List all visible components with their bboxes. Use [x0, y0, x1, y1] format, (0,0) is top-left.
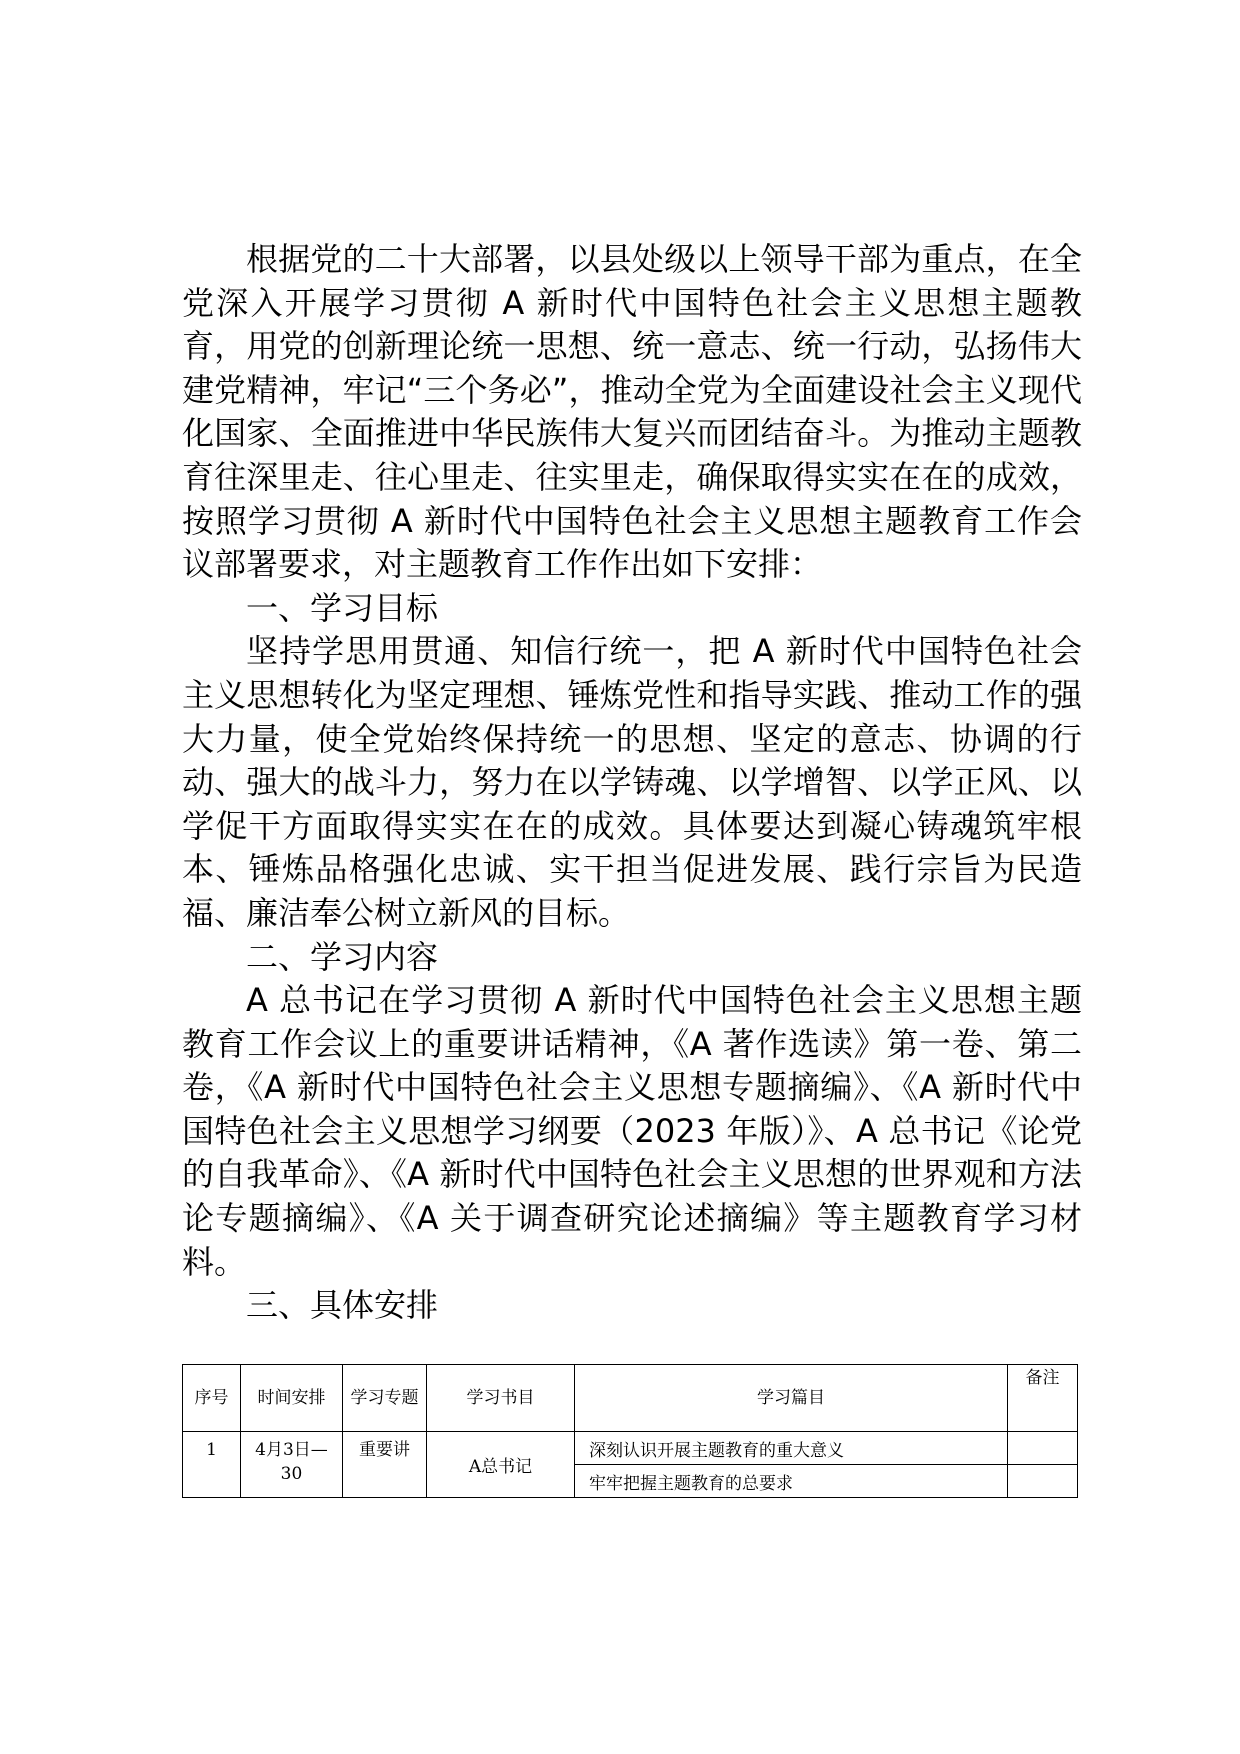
row-index: 1 — [183, 1432, 241, 1498]
row-note-1 — [1008, 1432, 1078, 1465]
section-heading-goals: 一、学习目标 — [246, 588, 439, 627]
header-note: 备注 — [1008, 1365, 1078, 1432]
schedule-table — [182, 1364, 1078, 1498]
row-article-2: 牢牢把握主题教育的总要求 — [575, 1465, 1008, 1498]
section-heading-schedule: 三、具体安排 — [246, 1286, 439, 1325]
row-note-2 — [1008, 1465, 1078, 1498]
table-header-row — [183, 1365, 1078, 1432]
table-row — [183, 1432, 1078, 1465]
section-heading-content: 二、学习内容 — [246, 937, 439, 976]
document-body — [182, 238, 1082, 1328]
header-topic: 学习专题 — [343, 1365, 427, 1432]
row-topic: 重要讲 — [343, 1432, 427, 1498]
row-time: 4月3日—30 — [241, 1432, 343, 1498]
row-book: A总书记 — [427, 1432, 575, 1498]
intro-paragraph: 根据党的二十大部署，以县处级以上领导干部为重点，在全党深入开展学习贯彻 A 新时代中国特色社会主义思想主题教育，用党的创新理论统一思想、统一意志、统一行动，弘扬伟大建党精神，牢记“三个务必”，推动全党为全面建设社会主义现代化国家、全面推进中华民族伟大复兴而团结奋斗。为推动主题教育往深里走、往心里走、往实里走，确保取得实实在在的成效，按照学习贯彻 A 新时代中国特色社会主义思想主题教育工作会议部署要求，对主题教育工作作出如下安排： — [182, 240, 1082, 584]
content-paragraph: A 总书记在学习贯彻 A 新时代中国特色社会主义思想主题教育工作会议上的重要讲话精神，《A 著作选读》第一卷、第二卷，《A 新时代中国特色社会主义思想专题摘编》、《A 新时代中国特色社会主义思想学习纲要（2023 年版）》、A 总书记《论党的自我革命》、《A 新时代中国特色社会主义思想的世界观和方法论专题摘编》、《A 关于调查研究论述摘编》等主题教育学习材料。 — [182, 981, 1082, 1281]
row-article-1: 深刻认识开展主题教育的重大意义 — [575, 1432, 1008, 1465]
header-time: 时间安排 — [241, 1365, 343, 1432]
header-book: 学习书目 — [427, 1365, 575, 1432]
goals-paragraph: 坚持学思用贯通、知信行统一，把 A 新时代中国特色社会主义思想转化为坚定理想、锤炼党性和指导实践、推动工作的强大力量，使全党始终保持统一的思想、坚定的意志、协调的行动、强大的战斗力，努力在以学铸魂、以学增智、以学正风、以学促干方面取得实实在在的成效。具体要达到凝心铸魂筑牢根本、锤炼品格强化忠诚、实干担当促进发展、践行宗旨为民造福、廉洁奉公树立新风的目标。 — [182, 632, 1082, 932]
header-articles: 学习篇目 — [575, 1365, 1008, 1432]
header-index: 序号 — [183, 1365, 241, 1432]
